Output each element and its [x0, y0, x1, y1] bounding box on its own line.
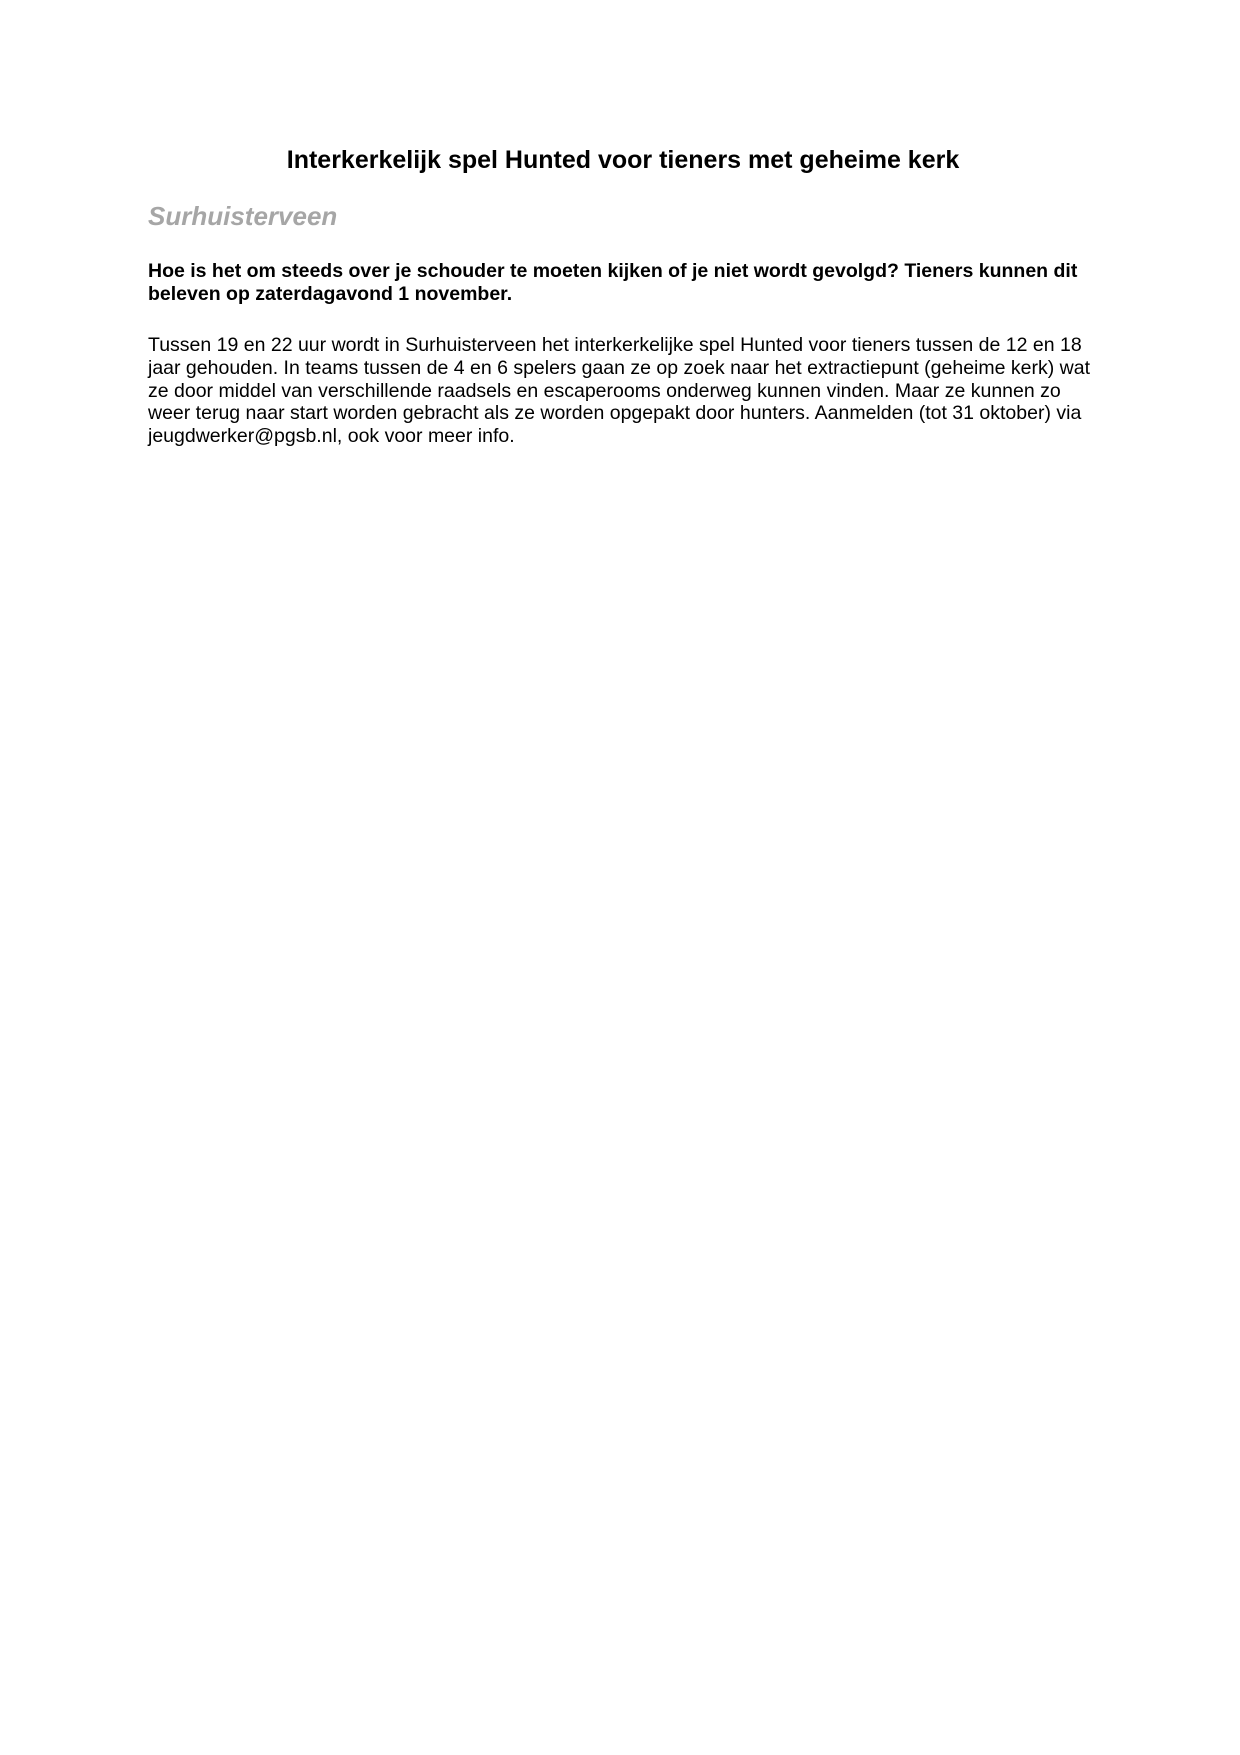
article [148, 144, 1098, 448]
article-body: Tussen 19 en 22 uur wordt in Surhuisterveen het interkerkelijke spel Hunted voor tieners tussen de 12 en 18 jaar gehouden. In teams tussen de 4 en 6 spelers gaan ze op zoek naar het extractiepunt (geheime kerk) wat ze door middel van verschillende raadsels en escaperooms onderweg kunnen vinden. Maar ze kunnen zo weer terug naar start worden gebracht als ze worden opgepakt door hunters. Aanmelden (tot 31 oktober) via jeugdwerker@pgsb.nl, ook voor meer info. [148, 334, 1090, 448]
article-location: Surhuisterveen [148, 201, 338, 231]
article-lead: Hoe is het om steeds over je schouder te moeten kijken of je niet wordt gevolgd? Tieners kunnen dit beleven op zaterdagavond 1 november. [148, 260, 1078, 305]
article-title: Interkerkelijk spel Hunted voor tieners met geheime kerk [286, 146, 960, 174]
